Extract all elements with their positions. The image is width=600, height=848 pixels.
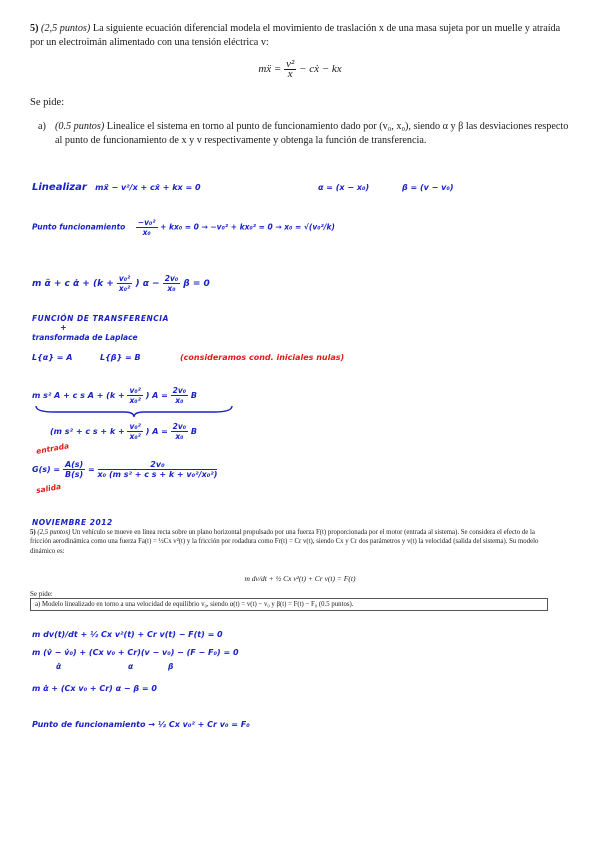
hw-grouped-start: (m s² + c s + k + xyxy=(50,427,125,436)
eq1-num: v² xyxy=(286,58,295,70)
hw-lin-frac-den: x₀² xyxy=(118,284,131,293)
hw-G-num: A(s) xyxy=(64,460,84,469)
hw2-line4: Punto de funcionamiento → ½ Cx v₀² + Cr v₀ = F₀ xyxy=(32,720,250,729)
hw-grouped-frac2 xyxy=(171,422,188,441)
hw-punto-den: x₀ xyxy=(142,228,151,237)
hw-punto-num: −v₀² xyxy=(137,218,156,227)
problem2-points: (2,5 puntos) xyxy=(37,529,71,536)
problem2-question-a-box: a) Modelo linealizado en torno a una velocidad de equilibrio v₀, siendo α(t) = v(t) − v₀ y β(t) = F(t) − F₀ (0.5 puntos). xyxy=(30,598,548,611)
hw-salida-label: salida xyxy=(35,481,62,496)
hw-punto-eq: + kx₀ = 0 → −v₀² + kx₀² = 0 → x₀ = √(v₀²/k) xyxy=(160,222,335,232)
hw-lin-frac-num: v₀² xyxy=(118,274,131,283)
problem1-points: (2,5 puntos) xyxy=(41,23,91,34)
hw-s-end: B xyxy=(190,391,197,400)
hw-s-frac2-num: 2v₀ xyxy=(172,386,187,395)
hw-punto-funcionamiento xyxy=(32,218,335,237)
hw-punto-frac xyxy=(136,218,158,237)
hw2-line2: m (v̇ − v̇₀) + (Cx v₀ + Cr)(v − v₀) − (F − F₀) = 0 xyxy=(32,648,239,657)
hw-entrada-label: entrada xyxy=(35,441,70,456)
problem2-se-pide: Se pide: xyxy=(30,590,53,598)
problem1-number: 5) xyxy=(30,23,39,34)
question-a-points: (0.5 puntos) xyxy=(55,121,105,132)
hw2-line3: m α̇ + (Cx v₀ + Cr) α − β = 0 xyxy=(32,684,157,693)
problem2-statement xyxy=(30,528,548,556)
hw-grouped-frac2-den: x₀ xyxy=(175,432,184,441)
problem2-number: 5) xyxy=(30,529,36,536)
problem2-equation: m dv/dt + ½ Cx v²(t) + Cr v(t) = F(t) xyxy=(244,574,356,583)
hw-lin-frac2-num: 2v₀ xyxy=(164,274,179,283)
hw-laplace-alpha: L{α} = A xyxy=(32,353,73,362)
hw-lin-end: β = 0 xyxy=(183,279,210,289)
hw-grouped-mid: ) A = xyxy=(145,427,168,436)
hw-linealizar xyxy=(32,182,201,193)
problem1-statement xyxy=(30,22,570,50)
hw2-under-alpha-dot: α̇ xyxy=(56,662,62,671)
hw-problem2-header: NOVIEMBRE 2012 xyxy=(32,518,113,527)
hw-s-mid: ) A = xyxy=(145,391,168,400)
hw-linealizar-eq: mẍ − v²/x + cẋ + kx = 0 xyxy=(95,183,201,192)
hw2-under-beta: β xyxy=(168,662,174,671)
hw-grouped-end: B xyxy=(190,427,197,436)
hw-grouped-frac-num: v₀² xyxy=(129,422,141,431)
eq1-rhs: − cẋ − kx xyxy=(299,63,342,76)
hw-ft-sub: transformada de Laplace xyxy=(32,333,138,342)
hw-s-domain-eq xyxy=(32,386,197,405)
hw-punto-label: Punto funcionamiento xyxy=(32,222,126,232)
hw2-line1: m dv(t)/dt + ½ Cx v²(t) + Cr v(t) − F(t) = 0 xyxy=(32,630,223,639)
hw-grouped-eq xyxy=(50,422,197,441)
hw-grouped-frac xyxy=(127,422,142,441)
problem1-equation xyxy=(0,60,600,79)
hw-G-final-num: 2v₀ xyxy=(98,460,218,470)
problem2-text: Un vehículo se mueve en línea recta sobre un plano horizontal propulsado por una fuerza F(t) proporcionada por el motor (entrada al sistema). Se considera el efecto de la fricción aerodinámica como una fuerza Fa(t) = ½Cx v²(t) y la fricción por rodadura como Fr(t) = Cr v(t), siendo Cx y Cr dos parámetros y v(t) la velocidad (salida del sistema). Su modelo dinámico es: xyxy=(30,529,539,555)
hw-G-eq: = xyxy=(88,465,95,474)
hw-lin-frac xyxy=(117,274,132,293)
hw-lin-frac2 xyxy=(163,274,180,293)
eq1-fraction xyxy=(284,60,296,79)
eq1-den: x xyxy=(287,68,293,80)
hw-s-frac2 xyxy=(171,386,188,405)
hw-G-den: B(s) xyxy=(64,470,84,479)
hw-lin-frac2-den: x₀ xyxy=(167,284,176,293)
hw-lin-mid: ) α − xyxy=(135,279,160,289)
hw-G-final-den: x₀ (m s² + c s + k + v₀²/x₀²) xyxy=(97,470,218,479)
hw-G-final xyxy=(98,460,218,479)
hw-grouped-frac-den: x₀² xyxy=(129,432,141,441)
hw-linearized-eq xyxy=(32,274,210,293)
hw-grouped-frac2-num: 2v₀ xyxy=(172,422,187,431)
hw-s-frac-den: x₀² xyxy=(129,396,141,405)
hw-linealizar-label: Linealizar xyxy=(32,182,87,193)
hw-s-frac xyxy=(127,386,142,405)
hw-lin-start: m α̈ + c α̇ + (k + xyxy=(32,279,114,289)
hw-transfer-function xyxy=(32,460,217,479)
hw-s-frac2-den: x₀ xyxy=(175,396,184,405)
hw-G-frac xyxy=(63,460,85,479)
hw2-under-alpha: α xyxy=(128,662,134,671)
hw-brace xyxy=(34,404,234,418)
eq1-lhs: mẍ = xyxy=(258,63,282,76)
question-a-text: Linealice el sistema en torno al punto de funcionamiento dado por (v₀, x₀), siendo α y β las desviaciones respecto al punto de funcionamiento de x y v respectivamente y obtenga la función de transferencia. xyxy=(55,121,569,146)
hw-beta-def: β = (v − v₀) xyxy=(402,183,454,192)
problem1-text: La siguiente ecuación diferencial modela el movimiento de traslación x de una masa sujeta por un muelle y atraída por un electroimán alimentado con una tensión eléctrica v: xyxy=(30,23,561,48)
hw-G-label: G(s) = xyxy=(32,465,61,474)
hw-ft-title: FUNCIÓN DE TRANSFERENCIA xyxy=(32,314,169,323)
se-pide-label: Se pide: xyxy=(30,97,65,108)
hw-ft-plus: + xyxy=(60,323,67,332)
question-a xyxy=(38,120,570,148)
hw-cond-note: (consideramos cond. iniciales nulas) xyxy=(180,353,345,362)
hw-alpha-def: α = (x − x₀) xyxy=(318,183,370,192)
hw-laplace-beta: L{β} = B xyxy=(100,353,141,362)
hw-s-frac-num: v₀² xyxy=(129,386,141,395)
question-a-label: a) xyxy=(38,121,46,132)
hw-s-start: m s² A + c s A + (k + xyxy=(32,391,125,400)
